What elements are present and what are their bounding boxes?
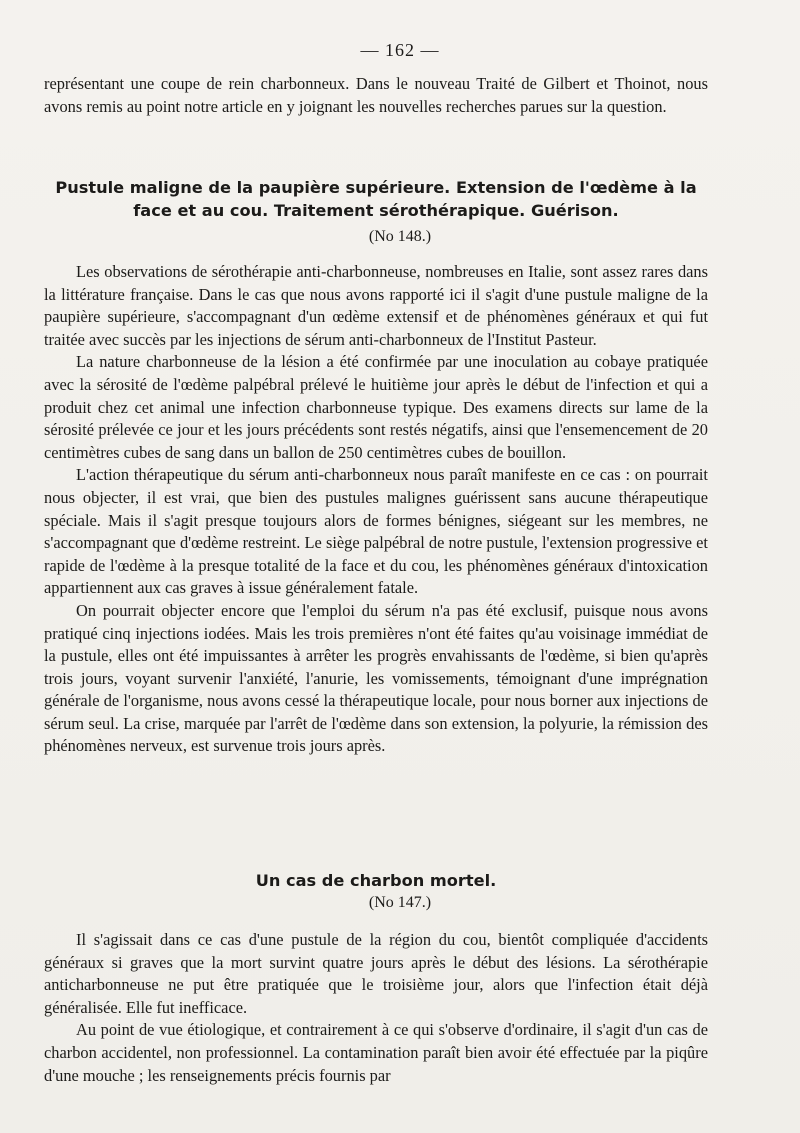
body-paragraph: Au point de vue étiologique, et contrairement à ce qui s'observe d'ordinaire, il s'agit d'un cas de charbon accidentel, non professionnel. La contamination paraît bien avoir été effectuée par la piqûre d'une mouche ; les renseignements précis fournis par [44, 1020, 708, 1085]
intro-block [44, 73, 708, 118]
section-body-charbon-mortel [44, 929, 708, 1087]
page-number: — 162 — [360, 40, 440, 60]
body-paragraph: Les observations de sérothérapie anti-charbonneuse, nombreuses en Italie, sont assez rares dans la littérature française. Dans le cas que nous avons rapporté ici il s'agit d'une pustule maligne de la paupière supérieure, s'accompagnant d'un œdème extensif et de phénomènes généraux et qui fut traitée avec succès par les injections de sérum anti-charbonneux de l'Institut Pasteur. [44, 262, 708, 349]
observation-number-147: (No 147.) [368, 894, 432, 911]
section-body-pustule-maligne [44, 261, 708, 758]
body-paragraph: Il s'agissait dans ce cas d'une pustule de la région du cou, bientôt compliquée d'accidents généraux si graves que la mort survint quatre jours après le début des lésions. La sérothérapie anticharbonneuse ne put être pratiquée que le troisième jour, alors que l'infection était déjà généralisée. Elle fut inefficace. [44, 930, 708, 1017]
section-heading-charbon-mortel: Un cas de charbon mortel. [255, 871, 497, 890]
intro-paragraph: représentant une coupe de rein charbonneux. Dans le nouveau Traité de Gilbert et Thoinot, nous avons remis au point notre article en y joignant les nouvelles recherches parues sur la question. [44, 74, 708, 116]
observation-number-148: (No 148.) [368, 228, 432, 245]
body-paragraph: On pourrait objecter encore que l'emploi du sérum n'a pas été exclusif, puisque nous avons pratiqué cinq injections iodées. Mais les trois premières n'ont été faites qu'au voisinage immédiat de la pustule, elles ont été impuissantes à arrêter les progrès envahissants de l'œdème, si bien qu'après trois jours, voyant survenir l'anxiété, l'anurie, les vomissements, témoignant d'une imprégnation générale de l'organisme, nous avons cessé la thérapeutique locale, pour nous borner aux injections de sérum seul. La crise, marquée par l'arrêt de l'œdème dans son extension, la polyurie, la rémission des phénomènes nerveux, est survenue trois jours après. [44, 600, 708, 756]
section-heading-pustule-maligne: Pustule maligne de la paupière supérieure. Extension de l'œdème à la face et au cou. Traitement sérothérapique. Guérison. [55, 178, 697, 220]
body-paragraph: L'action thérapeutique du sérum anti-charbonneux nous paraît manifeste en ce cas : on pourrait nous objecter, il est vrai, que bien des pustules malignes guérissent sans aucune thérapeutique spéciale. Mais il s'agit presque toujours alors de formes bénignes, siégeant sur les membres, ne s'accompagnant que d'œdème restreint. Le siège palpébral de notre pustule, l'extension progressive et rapide de l'œdème à la presque totalité de la face et du cou, les phénomènes généraux d'intoxication appartiennent aux cas graves à issue généralement fatale. [44, 465, 708, 598]
body-paragraph: La nature charbonneuse de la lésion a été confirmée par une inoculation au cobaye pratiquée avec la sérosité de l'œdème palpébral prélevé le huitième jour après le début de l'infection et qui a produit chez cet animal une infection charbonneuse typique. Des examens directs sur lame de la sérosité prélevée ce jour et les jours précédents sont restés négatifs, ainsi que l'ensemencement de 20 centimètres cubes de sang dans un ballon de 250 centimètres cubes de bouillon. [44, 352, 708, 462]
